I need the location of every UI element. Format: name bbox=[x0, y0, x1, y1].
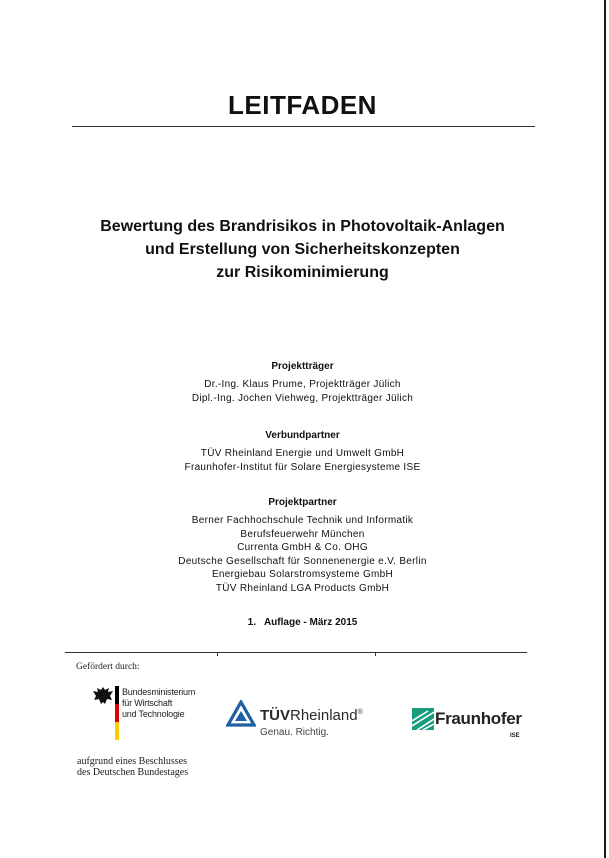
fraunhofer-wordmark: Fraunhofer bbox=[435, 709, 522, 728]
bundestag-note-line: des Deutschen Bundestages bbox=[77, 767, 189, 778]
tuv-rheinland-logo bbox=[226, 700, 376, 740]
footer-divider bbox=[65, 652, 527, 653]
projektpartner-line: Energiebau Solarstromsysteme GmbH bbox=[211, 569, 394, 580]
tuv-wordmark bbox=[260, 707, 363, 724]
footer-divider-tick bbox=[217, 652, 218, 656]
subtitle-line: Bewertung des Brandrisikos in Photovoltaik-Anlagen bbox=[100, 218, 505, 235]
verbundpartner-heading: Verbundpartner bbox=[265, 430, 340, 441]
tuv-triangle-icon bbox=[226, 700, 256, 728]
footer-divider-tick bbox=[375, 652, 376, 656]
projekttraeger-heading: Projektträger bbox=[271, 361, 334, 372]
bmwi-name-line: Bundesministerium bbox=[122, 687, 196, 697]
title-divider bbox=[72, 126, 535, 127]
projekttraeger-line: Dr.-Ing. Klaus Prume, Projektträger Jülich bbox=[204, 379, 401, 390]
bundestag-note bbox=[77, 756, 188, 778]
bundestag-note-line: aufgrund eines Beschlusses bbox=[77, 756, 187, 767]
tuv-claim: Genau. Richtig. bbox=[260, 727, 329, 738]
projekttraeger-line: Dipl.-Ing. Jochen Viehweg, Projektträger Jülich bbox=[191, 392, 414, 404]
bmwi-name bbox=[122, 687, 195, 720]
bmwi-logo bbox=[92, 686, 232, 746]
edition-line: 1. Auflage - März 2015 bbox=[247, 617, 358, 628]
projektpartner-line: Currenta GmbH & Co. OHG bbox=[237, 542, 368, 553]
funding-label: Gefördert durch: bbox=[76, 662, 140, 672]
bmwi-name-line: und Technologie bbox=[122, 709, 185, 719]
fraunhofer-institute-tag: ISE bbox=[510, 733, 520, 739]
document-title: LEITFADEN bbox=[228, 90, 377, 120]
registered-mark: ® bbox=[357, 709, 363, 716]
subtitle-line: zur Risikominimierung bbox=[216, 264, 389, 281]
fraunhofer-logo bbox=[412, 708, 527, 744]
subtitle-line: und Erstellung von Sicherheitskonzepten bbox=[145, 241, 460, 258]
tuv-wordmark-regular: Rheinland bbox=[290, 707, 358, 724]
document-subtitle bbox=[0, 215, 605, 284]
projektpartner-section bbox=[0, 496, 605, 595]
tuv-wordmark-bold: TÜV bbox=[260, 707, 290, 724]
projektpartner-line: TÜV Rheinland LGA Products GmbH bbox=[215, 582, 390, 594]
projektpartner-heading: Projektpartner bbox=[268, 497, 337, 508]
projektpartner-line: Berner Fachhochschule Technik und Informatik bbox=[191, 515, 414, 526]
verbundpartner-section bbox=[0, 429, 605, 474]
german-flag-bar bbox=[115, 686, 119, 740]
verbundpartner-line: Fraunhofer-Institut für Solare Energiesysteme ISE bbox=[184, 461, 421, 473]
projektpartner-line: Berufsfeuerwehr München bbox=[240, 528, 365, 540]
verbundpartner-line: TÜV Rheinland Energie und Umwelt GmbH bbox=[200, 448, 405, 459]
projekttraeger-section bbox=[0, 360, 605, 405]
projektpartner-line: Deutsche Gesellschaft für Sonnenenergie e.V. Berlin bbox=[178, 555, 427, 567]
bmwi-name-line: für Wirtschaft bbox=[122, 698, 173, 708]
federal-eagle-icon bbox=[92, 686, 114, 706]
fraunhofer-logo-icon bbox=[412, 708, 434, 730]
